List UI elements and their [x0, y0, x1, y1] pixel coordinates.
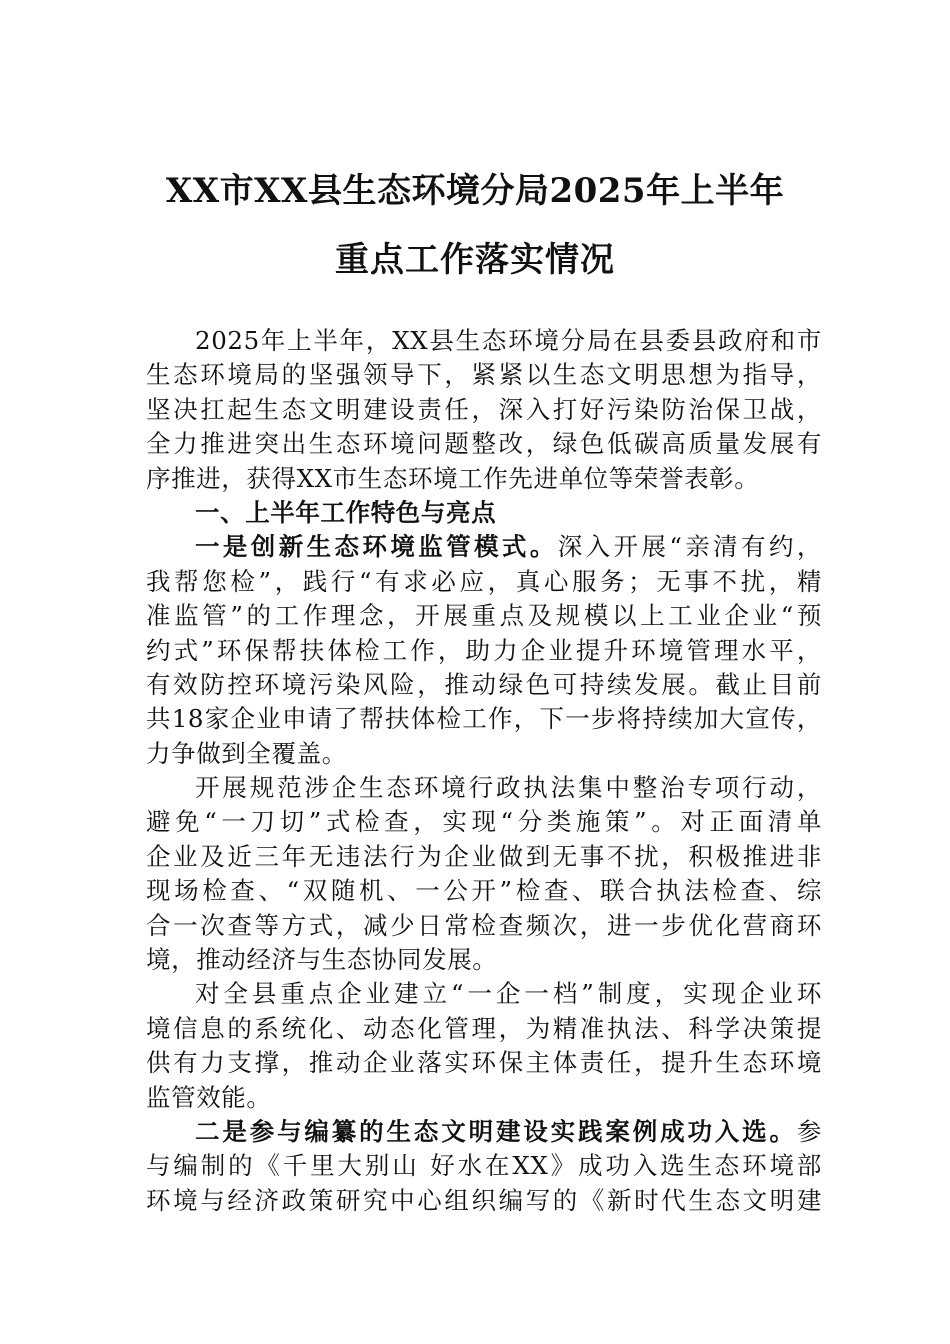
point2-first-line	[146, 1115, 822, 1149]
point1-first-line	[146, 530, 822, 564]
point1-first-line-rest: 深入开展“亲清有约，	[557, 532, 822, 562]
point1-line: 共18家企业申请了帮扶体检工作，下一步将持续加大宣传，	[146, 704, 822, 734]
intro-line: 序推进，获得XX市生态环境工作先进单位等荣誉表彰。	[146, 463, 760, 493]
para3-line: 境信息的系统化、动态化管理，为精准执法、科学决策提	[146, 1013, 822, 1043]
point2-first-line-rest: 参	[796, 1116, 822, 1146]
para3-line: 供有力支撑，推动企业落实环保主体责任，提升生态环境	[146, 1048, 822, 1078]
para2-line: 企业及近三年无违法行为企业做到无事不扰，积极推进非	[146, 841, 822, 871]
point1-lead: 一是创新生态环境监管模式。	[195, 532, 558, 562]
point1-line: 有效防控环境污染风险，推动绿色可持续发展。截止目前	[146, 669, 822, 699]
intro-line: 2025年上半年，XX县生态环境分局在县委县政府和市	[195, 326, 822, 355]
para2-line: 现场检查、“双随机、一公开”检查、联合执法检查、综	[146, 876, 822, 906]
point2-lead: 二是参与编纂的生态文明建设实践案例成功入选。	[195, 1116, 797, 1146]
para2-line: 避免“一刀切”式检查，实现“分类施策”。对正面清单	[146, 807, 822, 837]
point1-line: 准监管”的工作理念，开展重点及规模以上工业企业“预	[146, 601, 822, 631]
para2-line: 合一次查等方式，减少日常检查频次，进一步优化营商环	[146, 910, 822, 940]
intro-line: 全力推进突出生态环境问题整改，绿色低碳高质量发展有	[146, 429, 822, 459]
para2-line: 开展规范涉企生态环境行政执法集中整治专项行动，	[195, 773, 822, 803]
para2-line: 境，推动经济与生态协同发展。	[146, 945, 498, 975]
document-title-line-1: XX市XX县生态环境分局2025年上半年	[165, 171, 785, 211]
document-body	[146, 324, 822, 1218]
para3-line: 对全县重点企业建立“一企一档”制度，实现企业环	[195, 979, 822, 1009]
para3-line: 监管效能。	[146, 1082, 272, 1112]
intro-line: 生态环境局的坚强领导下，紧紧以生态文明思想为指导，	[146, 360, 822, 390]
intro-line: 坚决扛起生态文明建设责任，深入打好污染防治保卫战，	[146, 394, 822, 424]
section-heading: 一、上半年工作特色与亮点	[195, 497, 497, 527]
point1-line: 我帮您检”，践行“有求必应，真心服务；无事不扰，精	[146, 566, 822, 596]
point2-line: 与编制的《千里大别山 好水在XX》成功入选生态环境部	[146, 1151, 822, 1181]
point1-line: 约式”环保帮扶体检工作，助力企业提升环境管理水平，	[146, 635, 822, 665]
document-title-line-2: 重点工作落实情况	[335, 240, 615, 280]
point1-line: 力争做到全覆盖。	[146, 738, 347, 768]
point2-line: 环境与经济政策研究中心组织编写的《新时代生态文明建	[146, 1185, 822, 1215]
